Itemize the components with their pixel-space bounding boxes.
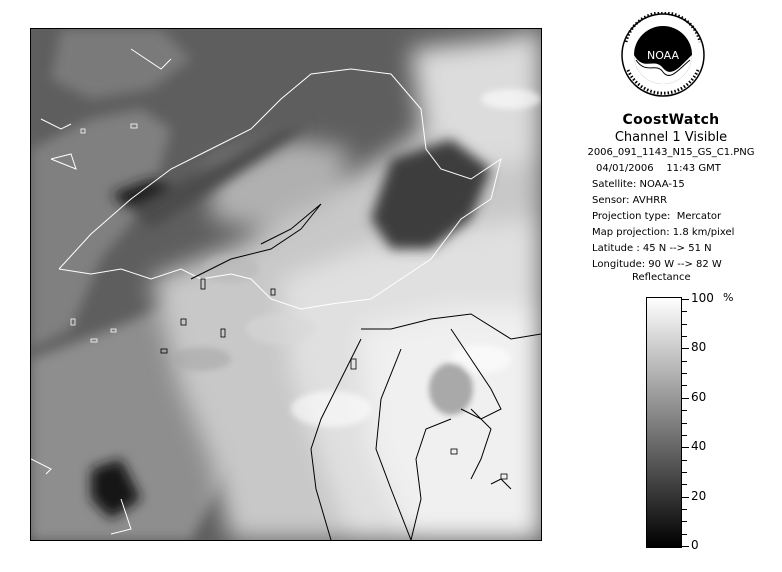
colorbar-tick bbox=[682, 324, 687, 325]
colorbar bbox=[646, 297, 682, 548]
colorbar-tick bbox=[682, 385, 687, 386]
acquisition-datetime: 04/01/2006 11:43 GMT bbox=[596, 163, 721, 174]
colorbar-tick bbox=[682, 373, 687, 374]
colorbar-tick bbox=[682, 521, 687, 522]
map-projection: Map projection: 1.8 km/pixel bbox=[592, 227, 735, 238]
logo-text: NOAA bbox=[646, 49, 680, 62]
colorbar-tick bbox=[682, 447, 689, 448]
colorbar-tick bbox=[682, 398, 689, 399]
colorbar-tick bbox=[682, 348, 689, 349]
colorbar-tick bbox=[682, 336, 687, 337]
colorbar-tick bbox=[682, 546, 689, 547]
sensor-name: Sensor: AVHRR bbox=[592, 195, 668, 206]
colorbar-tick bbox=[682, 311, 687, 312]
colorbar-tick-label: 0 bbox=[691, 538, 699, 552]
colorbar-tick-label: 80 bbox=[691, 340, 707, 354]
colorbar-tick-label: 100 bbox=[691, 291, 714, 305]
map-canvas bbox=[31, 29, 541, 540]
colorbar-tick bbox=[682, 534, 687, 535]
colorbar-tick-label: 40 bbox=[691, 439, 707, 453]
colorbar-tick bbox=[682, 435, 687, 436]
satellite-name: Satellite: NOAA-15 bbox=[592, 179, 685, 190]
longitude-range: Longitude: 90 W --> 82 W bbox=[592, 259, 722, 270]
colorbar-tick bbox=[682, 509, 687, 510]
colorbar-tick-label: 20 bbox=[691, 489, 707, 503]
colorbar-tick bbox=[682, 472, 687, 473]
satellite-image bbox=[30, 28, 542, 541]
colorbar-tick bbox=[682, 484, 687, 485]
latitude-range: Latitude : 45 N --> 51 N bbox=[592, 243, 712, 254]
colorbar-tick bbox=[682, 460, 687, 461]
noaa-logo bbox=[620, 12, 706, 108]
colorbar-tick bbox=[682, 410, 687, 411]
colorbar-tick bbox=[682, 361, 687, 362]
colorbar-tick bbox=[682, 423, 687, 424]
file-name: 2006_091_1143_N15_GS_C1.PNG bbox=[587, 147, 755, 158]
channel-name: Channel 1 Visible bbox=[614, 130, 728, 145]
colorbar-label: Reflectance bbox=[632, 272, 691, 283]
colorbar-tick bbox=[682, 299, 689, 300]
colorbar-unit: % bbox=[723, 291, 734, 304]
noaa-seal-icon bbox=[620, 12, 706, 108]
colorbar-tick-label: 60 bbox=[691, 390, 707, 404]
colorbar-tick bbox=[682, 497, 689, 498]
projection-type: Projection type: Mercator bbox=[592, 211, 722, 222]
brand-title: CoostWatch bbox=[622, 112, 720, 128]
